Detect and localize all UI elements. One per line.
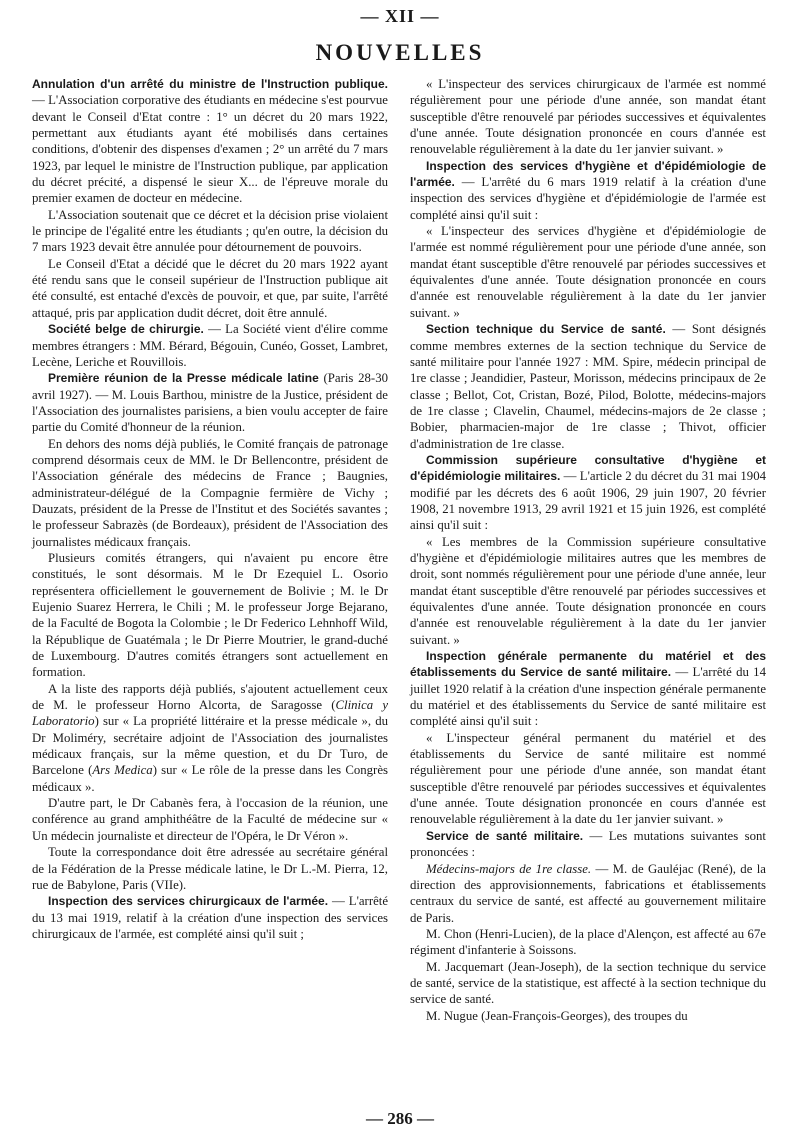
- news-item-annulation: Annulation d'un arrêté du ministre de l'Instruction publique. — L'Association corporative des étudiants en médecine s'est pourvue devant le Conseil d'Etat contre : 1° un décret du 20 mars 1922, permettant aux étudiants ayant été mobilisés dans certaines conditions, d'obtenir des dispenses d'examen ; 2° un arrêté du 7 mars 1923, par lequel le ministre de l'Instruction publique, par application du décret précité, a dispensé le sieur X... de l'épreuve morale du premier examen de docteur en médecine.: [32, 77, 388, 206]
- item-heading: Première réunion de la Presse médicale latine: [48, 371, 319, 386]
- paragraph: Toute la correspondance doit être adressée au secrétaire général de la Fédération de la Presse médicale latine, le Dr L.-M. Pierra, 12, rue de Babylone, Paris (VIIe).: [32, 845, 388, 892]
- paragraph: D'autre part, le Dr Cabanès fera, à l'occasion de la réunion, une conférence au grand amphithéâtre de la Faculté de médecine sur « Un médecin journaliste et directeur de l'Opéra, le Dr Véron ».: [32, 796, 388, 843]
- quote: « L'inspecteur général permanent du matériel et des établissements du Service de santé militaire est nommé régulièrement pour une période d'une année, son mandat étant susceptible d'être renouvelé par périodes successives et équivalentes d'une année. Toute désignation prononcée en cours d'année est renouvelable régulièrement à la date du 1er janvier suivant. »: [410, 730, 766, 827]
- paragraph: M. Jacquemart (Jean-Joseph), de la section technique du service de santé, service de la statistique, est affecté à la section technique du service de santé.: [410, 959, 766, 1007]
- item-heading: Société belge de chirurgie.: [48, 322, 204, 337]
- paragraph: Le Conseil d'Etat a décidé que le décret du 20 mars 1922 ayant été rendu sans que le conseil supérieur de l'Instruction publique ait été consulté, est entaché d'excès de pouvoir, et que, par suite, l'arrêté attaqué, pris par application dudit décret, doit être annulé.: [32, 256, 388, 320]
- item-heading: Service de santé militaire.: [426, 828, 584, 843]
- right-column: [410, 76, 766, 1024]
- news-item-hygiene: Inspection des services d'hygiène et d'épidémiologie de l'armée. — L'arrêté du 6 mars 1919 relatif à la création d'une inspection des services d'hygiène et d'épidémiologie de l'armée est complété ainsi qu'il suit :: [410, 158, 766, 222]
- item-heading: Commission supérieure consultative d'hygiène et d'épidémiologie militaires.: [410, 452, 766, 484]
- paragraph: Médecins-majors de 1re classe. — M. de Gauléjac (René), de la direction des approvisionnements, fabrications et établissements centraux du service de santé, est affecté au gouvernement militaire de Paris.: [410, 861, 766, 925]
- paragraph: A la liste des rapports déjà publiés, s'ajoutent actuellement ceux de M. le professeur Horno Alcorta, de Saragosse (Clinica y Laboratorio) sur « La propriété littéraire et la presse médicale », du Dr Moliméry, secrétaire adjoint de l'Association des journalistes médicaux français, sur la même question, et du Dr Turo, de Barcelone (Ars Medica) sur « Le rôle de la presse dans les Congrès médicaux ».: [32, 681, 388, 794]
- news-item-section-technique: Section technique du Service de santé. — Sont désignés comme membres externes de la section technique du Service de santé militaire pour l'année 1927 : MM. Spire, médecin principal de 1re classe ; Jeandidier, Pasteur, Morisson, médecins principaux de 2e classe ; Bellot, Cot, Cristan, Bozé, Pilod, Bolotte, médecins-majors de 1re classe ; Clavelin, Chaumel, médecins-majors de 2e classe ; Bobier, pharmacien-major de 1re classe ; Thivot, officier d'administration de 1re classe.: [410, 322, 766, 451]
- quote: « Les membres de la Commission supérieure consultative d'hygiène et d'épidémiologie militaires autres que les membres de droit, sont nommés régulièrement pour une période d'une année, leur mandat étant susceptible d'être renouvelé par périodes successives et équivalentes d'une année. Toute désignation prononcée en cours d'année est renouvelable régulièrement à la date du 1er janvier suivant. »: [410, 534, 766, 647]
- news-item-presse-latine: Première réunion de la Presse médicale latine (Paris 28-30 avril 1927). — M. Louis Barthou, ministre de la Justice, président de l'Association des journalistes parisiens, a bien voulu accepter de faire partie du Comité d'honneur de la réunion.: [32, 371, 388, 435]
- quote: « L'inspecteur des services chirurgicaux de l'armée est nommé régulièrement pour une période d'une année, son mandat étant susceptible d'être renouvelé par périodes successives et équivalentes d'une année. Toute désignation prononcée en cours d'année est renouvelable régulièrement à la date du 1er janvier suivant. »: [410, 77, 766, 157]
- paragraph: M. Chon (Henri-Lucien), de la place d'Alençon, est affecté au 67e régiment d'infanterie à Soissons.: [410, 926, 766, 958]
- paragraph: M. Nugue (Jean-François-Georges), des troupes du: [426, 1008, 688, 1023]
- news-item-service-sante: Service de santé militaire. — Les mutations suivantes sont prononcées :: [410, 828, 766, 860]
- news-item-commission: Commission supérieure consultative d'hygiène et d'épidémiologie militaires. — L'article 2 du décret du 31 mai 1904 modifié par les décrets des 6 août 1906, 29 juin 1907, 20 février 1908, 21 novembre 1913, 29 avril 1921 et 15 juin 1926, est complété ainsi qu'il suit :: [410, 452, 766, 533]
- item-heading: Inspection générale permanente du matériel et des établissements du Service de santé militaire.: [410, 649, 766, 680]
- page-number: — 286 —: [366, 1109, 434, 1128]
- paragraph: L'Association soutenait que ce décret et la décision prise violaient le principe de l'égalité entre les étudiants ; qu'en outre, la décision du 7 mars 1923 devait être annulée pour détournement de pouvoirs.: [32, 207, 388, 255]
- item-heading: Section technique du Service de santé.: [426, 322, 666, 337]
- news-item-societe-belge: Société belge de chirurgie. — La Société vient d'élire comme membres étrangers : MM. Bérard, Bégouin, Cunéo, Gosset, Lambret, Lecène, Leriche et Rouvillois.: [32, 322, 388, 369]
- item-heading: Annulation d'un arrêté du ministre de l'Instruction publique.: [32, 77, 388, 91]
- left-column: [32, 76, 388, 942]
- item-heading: Inspection des services d'hygiène et d'épidémiologie de l'armée.: [410, 158, 766, 190]
- paragraph: En dehors des noms déjà publiés, le Comité français de patronage comprend désormais ceux de MM. le Dr Bellencontre, président de l'Association générale des médecins de France ; Baugnies, administrateur-délégué de la Compagnie fermière de Vichy ; Dauzats, président de la Presse de l'Institut et des Sociétés savantes ; le professeur Sabrazès (de Bordeaux), président de l'Association des journalistes médicaux français.: [32, 436, 388, 549]
- news-item-chirurgicaux: Inspection des services chirurgicaux de l'armée. — L'arrêté du 13 mai 1919, relatif à la création d'une inspection des services chirurgicaux de l'armée, est complété ainsi qu'il suit ;: [32, 894, 388, 941]
- news-item-inspection-generale: Inspection générale permanente du matériel et des établissements du Service de santé militaire. — L'arrêté du 14 juillet 1920 relatif à la création d'une inspection générale permanente du matériel et des établissements du Service de santé militaire est complété ainsi qu'il suit :: [410, 649, 766, 729]
- quote: « L'inspecteur des services d'hygiène et d'épidémiologie de l'armée est nommé régulièrement pour une période d'une année, son mandat étant susceptible d'être renouvelé par périodes successives et équivalentes d'une année. Toute désignation prononcée en cours d'année est renouvelable régulièrement à la date du 1er janvier suivant. »: [410, 224, 766, 320]
- page-title: NOUVELLES: [315, 40, 485, 65]
- paragraph: Plusieurs comités étrangers, qui n'avaient pu encore être constitués, le sont désormais. M le Dr Ezequiel L. Osorio représentera officiellement le gouvernement de Bolivie ; M. le Dr Eujenio Suarez Herrera, le Chili ; M. le professeur Jorge Bejarano, de la Faculté de Bogota la Colombie ; le Dr Federico Lehnhoff Wild, la République de Guatémala ; le Dr Pierre Moutrier, le grand-duché de Luxembourg. D'autres comités étrangers sont actuellement en formation.: [32, 550, 388, 680]
- roman-folio: — XII —: [360, 6, 440, 26]
- item-heading: Inspection des services chirurgicaux de l'armée.: [48, 894, 329, 909]
